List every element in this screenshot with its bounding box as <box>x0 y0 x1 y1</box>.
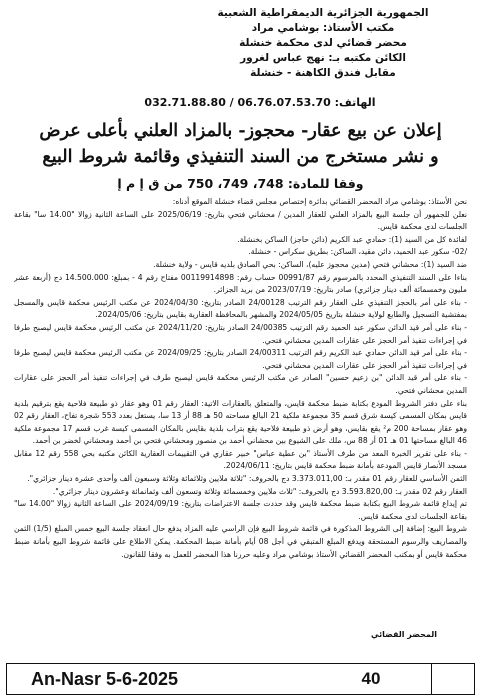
header-line: الجمهورية الجزائرية الديمقراطية الشعبية <box>217 7 429 19</box>
header-line: محضر قضائي لدى محكمة خنشلة <box>239 37 407 49</box>
body-paragraph: - بناء على أمر قيد الدائن سكور عبد الحميد رقم الترتيب 24/00385 الصادر بتاريخ: 2024/11/20 عن مكتب الرئيس محكمة قايس ليصبح طرفا في إجراءات تنفيذ أمر الحجز على عقارات المدين محشاني فتحي. <box>14 322 467 345</box>
title-line-1: إعلان عن بيع عقار- محجوز- بالمزاد العلني بأعلى عرض <box>39 121 442 141</box>
title-line-2: و نشر مستخرج من السند التنفيذي وقائمة شروط البيع <box>42 147 439 167</box>
signature-label: المحضر القضائي <box>370 630 437 639</box>
body-paragraph: بناءا على السند التنفيذي المحدد بالمرسوم رقم 00991/87 حساب رقم: 00119914898 مفتاح رقم 4 - بمبلغ: 14.500.000 دج (أربعة عشر مليون وخمسمائة ألف دينار جزائري) صادر بتاريخ: 2023/07/19 من بريد الجزائر. <box>14 272 467 295</box>
header-line: مكتب الأستاذ: بوشامي مراد <box>251 22 395 34</box>
phone-line: الهاتف: 06.76.07.53.70 / 032.71.88.80 <box>144 96 376 109</box>
header-line: الكائن مكتبه بـ: نهج عباس لغرور <box>240 52 406 64</box>
body-paragraph: /02- سكور عبد الحميد، دائن مقيد، الساكن: بطريق سكراس - خنشلة. <box>248 247 467 257</box>
body-paragraph: شروط البيع: إضافة إلى الشروط المذكورة في قائمة شروط البيع فإن الراسي عليه المزاد يدفع حال انعقاد جلسة البيع خمس المبلغ (1/5) الثمن والمصاريف والرسوم المستحقة ويدفع المبلغ المتبقي في أجل 08 أيام بأمانة ضبط المحكمة. يمكن الاطلاع على قائمة شروط البيع بأمانة ضبط محكمة قايس أو بمكتب المحضر القضائي الأستاذ بوشامي مراد وعليه حررنا هذا المحضر للعمل به وفقا للقانون. <box>14 524 467 559</box>
footer-empty-cell <box>431 664 474 694</box>
body-paragraph: تم إيداع قائمة شروط البيع بكتابة ضبط محكمة قايس وقد حددت جلسة الاعتراضات بتاريخ: 2024/09/19 على الساعة الثانية زوالا "14.00 سا" بقاعة الجلسات لدى محكمة قايس. <box>14 499 467 521</box>
body-paragraph: العقار رقم 02 مقدر بـ: 3.593.820,00 دج بالحروف: "ثلاث ملايين وخمسمائة وثلاثة وتسعون ألف وثمانمائة وعشرون دينار جزائري". <box>52 486 467 496</box>
office-header <box>173 6 473 81</box>
body-paragraph: - بناء على أمر قيد الدائن "بن زعيم حسين" الصادر عن مكتب الرئيس محكمة قايس ليصبح طرف في إجراءات تنفيذ أمر الحجز على عقارات المدين محشاني فتحي. <box>14 373 467 395</box>
body-paragraph: ضد السيد (1): محشاني فتحي (مدين محجوز عليه)، الساكن: بحي الصادق بلديه قايس - ولاية خنشلة. <box>153 259 467 269</box>
body-paragraph: الثمن الأساسي للعقار رقم 01 مقدر بـ: 3.373.011,00 دج بالحروف: "ثلاثة ملايين وثلاثمائة وثلاثة وسبعون ألف وأحدى عشرة دينار جزائري". <box>27 474 467 484</box>
notice-title <box>10 118 471 170</box>
legal-reference: وفقا للمادة: 748، 749، 750 من ق إ م إ <box>117 176 364 191</box>
page-number: 40 <box>361 669 381 688</box>
body-paragraph: - بناء على تقرير الخبرة المعد من طرف الأستاذ "بن عطية عباس" خبير عقاري في التقييمات العقارية الكائن مكتبه بحي 558 رقم 12 مقابل مسجد الأنصار قايس المودعة بأمانة ضبط محكمة قايس بتاريخ: 2024/06/11. <box>14 448 467 471</box>
body-paragraph: بناء على دفتر الشروط المودع بكتابة ضبط محكمة قايس، والمتعلق بالعقارات الاتية: العقار رقم 01 وهو عقار ذو طبيعة فلاحية يقع بترقيم بلدية قايس بمكان المسمى كيسة شرق قسم 35 مجموعة ملكية 21 البالغ مساحته 50 هـ 88 أر 13 سا، يستغل بعدد 553 شجرة تفاح، العقار رقم 02 وهو عقار بمساحة 200 م² يقع بقايس، وهو أرض ذو طبيعة فلاحية يقع بتراب بلدية بقايس بالمكان المسمى كيسة غرب قسم 17 مجموعة ملكية 46 البالغ مساحتها 01 هـ 01 أر 88 س، ملك على الشيوع بين محشاني أحمد بن منصور ومحشاني فتحي بن أحمد ومحشاني لخضر بن أحمد. <box>14 398 467 446</box>
newspaper-footer <box>6 663 475 695</box>
header-line: مقابل فندق الكاهنة - خنشلة <box>250 67 396 79</box>
body-paragraph: - بناء على أمر قيد الدائن حمادي عبد الكريم رقم الترتيب 24/00311 الصادر بتاريخ: 2024/09/25 عن مكتب الرئيس محكمة قايس ليصبح طرفا في إجراءات تنفيذ أمر الحجز على عقارات المدين محشاني فتحي. <box>14 348 467 370</box>
newspaper-name-date: An-Nasr 5-6-2025 <box>31 668 179 689</box>
body-paragraph: نعلن للجمهور أن جلسة البيع بالمزاد العلني للعقار المدين / محشاني فتحي بتاريخ: 2025/06/19 على الساعة الثانية زوالا "14.00 سا" بقاعة الجلسات لدى محكمة قايس. <box>14 209 467 232</box>
body-paragraph: نحن الأستاذ: بوشامي مراد المحضر القضائي بدائرة إختصاص مجلس قضاء خنشلة الموقع أدناه: <box>172 197 467 206</box>
body-paragraph: - بناء على أمر بالحجز التنفيذي على العقار رقم الترتيب 24/00128 الصادر بتاريخ: 2024/04/30 عن مكتب الرئيس محكمة قايس والمسجل بمفتشية التسجيل والطابع لولاية خنشلة بتاريخ 2024/05/05 والمشهر بالمحافظة العقارية بقايس بتاريخ: 2024/05/06. <box>14 297 467 320</box>
body-paragraph: لفائدة كل من السيد (1): حمادي عبد الكريم (دائن حاجز) الساكن بخنشلة. <box>237 234 467 244</box>
notice-body <box>14 196 467 624</box>
